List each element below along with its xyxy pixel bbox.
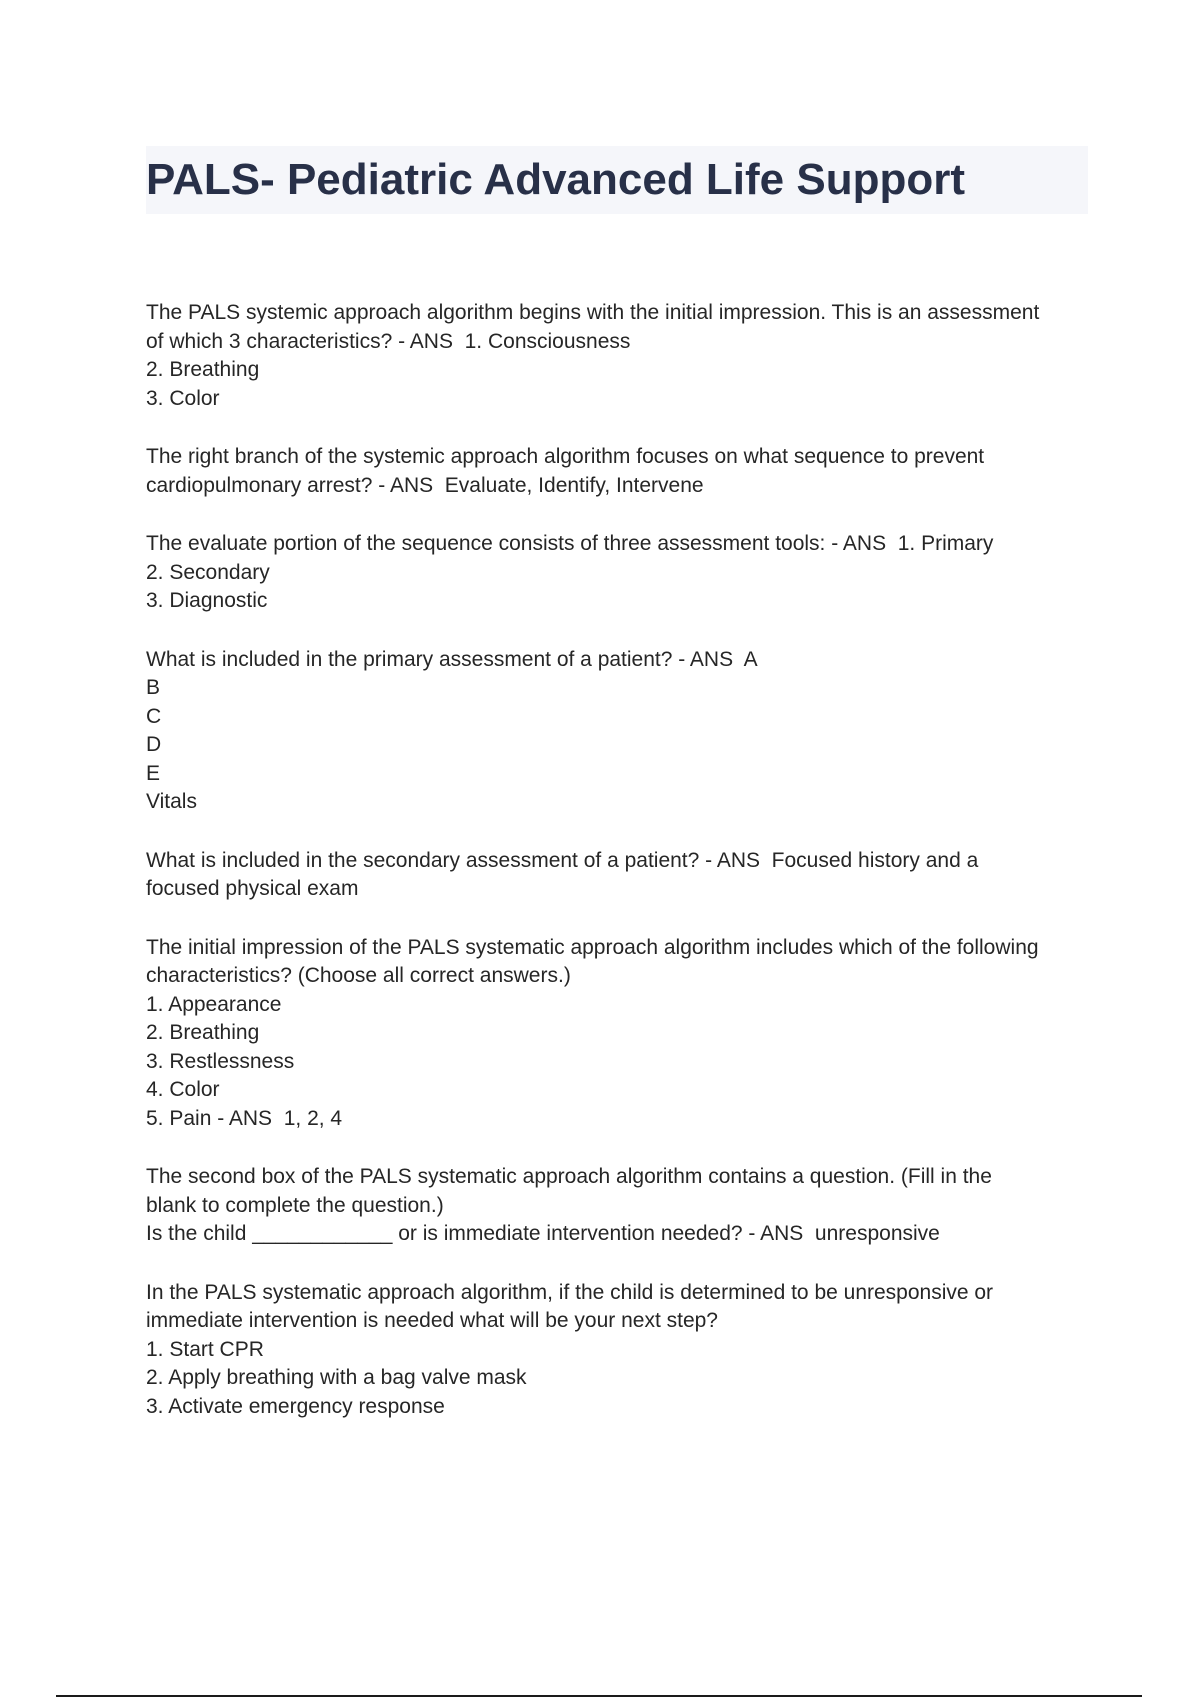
qa-line: 1. Start CPR	[146, 1337, 264, 1361]
qa-line: focused physical exam	[146, 877, 359, 900]
qa-item-5	[146, 847, 1096, 904]
qa-line: cardiopulmonary arrest? - ANS Evaluate, Identify, Intervene	[146, 473, 704, 497]
qa-line: 5. Pain - ANS 1, 2, 4	[146, 1106, 343, 1130]
qa-list	[146, 299, 1096, 1451]
qa-line: 3. Activate emergency response	[146, 1394, 445, 1418]
qa-line: 2. Apply breathing with a bag valve mask	[146, 1366, 527, 1389]
qa-line: D	[146, 733, 162, 756]
qa-line: The initial impression of the PALS systematic approach algorithm includes which of the following	[146, 935, 1039, 959]
qa-line: 2. Breathing	[146, 1021, 260, 1044]
qa-line: C	[146, 704, 162, 728]
qa-line: 3. Restlessness	[146, 1049, 295, 1073]
qa-line: 2. Breathing	[146, 358, 260, 381]
qa-line: of which 3 characteristics? - ANS 1. Consciousness	[146, 329, 631, 353]
qa-line: immediate intervention is needed what will be your next step?	[146, 1309, 718, 1332]
qa-line: 3. Color	[146, 386, 220, 410]
qa-item-2	[146, 443, 1096, 500]
qa-line: The evaluate portion of the sequence consists of three assessment tools: - ANS 1. Primary	[146, 532, 994, 555]
qa-item-4	[146, 646, 1096, 817]
qa-item-3	[146, 530, 1096, 616]
qa-line: The second box of the PALS systematic approach algorithm contains a question. (Fill in the	[146, 1165, 992, 1188]
qa-item-6	[146, 934, 1096, 1134]
qa-line: In the PALS systematic approach algorithm, if the child is determined to be unresponsive or	[146, 1280, 994, 1304]
title-banner	[146, 146, 1088, 214]
footer-divider	[56, 1695, 1142, 1697]
qa-line: The PALS systemic approach algorithm begins with the initial impression. This is an assessment	[146, 301, 1040, 324]
qa-line: The right branch of the systemic approach algorithm focuses on what sequence to prevent	[146, 445, 985, 468]
qa-line: B	[146, 676, 161, 699]
qa-line: blank to complete the question.)	[146, 1193, 444, 1217]
qa-line: 1. Appearance	[146, 992, 282, 1016]
qa-line: 4. Color	[146, 1078, 220, 1101]
qa-line: E	[146, 761, 161, 785]
qa-line: What is included in the primary assessment of a patient? - ANS A	[146, 647, 758, 671]
qa-item-7	[146, 1163, 1096, 1249]
qa-line: What is included in the secondary assessment of a patient? - ANS Focused history and a	[146, 848, 979, 872]
page-title: PALS- Pediatric Advanced Life Support	[146, 155, 966, 204]
qa-line: 3. Diagnostic	[146, 589, 268, 612]
qa-line: 2. Secondary	[146, 560, 270, 584]
qa-line: characteristics? (Choose all correct answers.)	[146, 964, 571, 987]
qa-line: Is the child ____________ or is immediate intervention needed? - ANS unresponsive	[146, 1222, 940, 1245]
qa-item-1	[146, 299, 1096, 413]
qa-line: Vitals	[146, 790, 197, 813]
qa-item-8	[146, 1279, 1096, 1422]
